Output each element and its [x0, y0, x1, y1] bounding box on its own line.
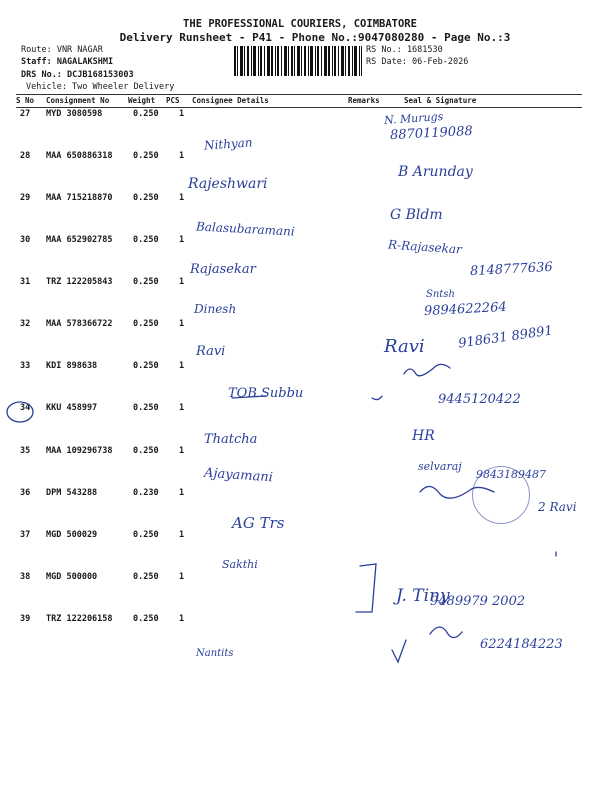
- row-consignment: MAA 652902785: [46, 235, 113, 245]
- signature-scribble: [430, 627, 462, 638]
- row-consignment: MGD 500029: [46, 530, 98, 540]
- row-consignment: TRZ 122205843: [46, 277, 113, 287]
- row-weight: 0.250: [133, 572, 159, 582]
- row-pcs: 1: [179, 151, 185, 161]
- row-sno: 39: [20, 614, 31, 624]
- row-pcs: 1: [179, 319, 185, 329]
- row-weight: 0.250: [133, 403, 159, 413]
- col-consignment: Consignment No: [46, 96, 110, 105]
- row-pcs: 1: [179, 446, 185, 456]
- col-seal-signature: Seal & Signature: [404, 96, 477, 105]
- row-weight: 0.250: [133, 614, 159, 624]
- row-sno: 32: [20, 319, 31, 329]
- row-sno: 30: [20, 235, 31, 245]
- handwritten-consignee: Balasubaramani: [195, 219, 295, 239]
- handwritten-signature: 2 Ravi: [538, 500, 577, 514]
- handwritten-phone: 9843189487: [476, 468, 546, 481]
- signature-scribble: [404, 364, 450, 375]
- handwritten-signature: selvaraj: [418, 460, 462, 473]
- handwritten-consignee: Thatcha: [204, 432, 258, 447]
- row-pcs: 1: [179, 530, 185, 540]
- tick-mark: [392, 640, 406, 662]
- col-remarks: Remarks: [348, 96, 380, 105]
- handwritten-signature: R-Rajasekar: [387, 237, 463, 257]
- row-consignment: DPM 543288: [46, 488, 98, 498]
- strike-mark: [232, 396, 266, 398]
- drs-number: DRS No.: DCJB168153003: [21, 70, 134, 80]
- row-sno: 33: [20, 361, 31, 371]
- col-consignee: Consignee Details: [192, 96, 269, 105]
- handwritten-consignee: Ravi: [196, 344, 226, 359]
- row-consignment: MAA 578366722: [46, 319, 113, 329]
- rs-number: RS No.: 1681530: [366, 45, 443, 55]
- handwritten-consignee: Rajasekar: [190, 262, 256, 277]
- row-consignment: MAA 109296738: [46, 446, 113, 456]
- col-sno: S No: [16, 96, 35, 105]
- row-sno: 38: [20, 572, 31, 582]
- dash-mark: [372, 396, 382, 400]
- row-consignment: MYD 3080598: [46, 109, 103, 119]
- handwritten-consignee: AG Trs: [232, 514, 285, 532]
- row-sno: 29: [20, 193, 31, 203]
- bracket-mark: [356, 564, 376, 612]
- handwritten-signature: B Arunday: [398, 164, 473, 180]
- row-pcs: 1: [179, 109, 185, 119]
- row-weight: 0.250: [133, 277, 159, 287]
- handwritten-phone: 9894622264: [423, 299, 508, 320]
- row-weight: 0.250: [133, 361, 159, 371]
- row-consignment: MAA 715218870: [46, 193, 113, 203]
- handwritten-signature: HR: [412, 428, 435, 444]
- handwritten-note: TOB Subbu: [228, 386, 304, 401]
- rs-date: RS Date: 06-Feb-2026: [366, 57, 469, 67]
- handwritten-consignee: Nithyan: [203, 135, 253, 153]
- handwritten-consignee: Sakthi: [222, 558, 258, 571]
- vehicle: Vehicle: Two Wheeler Delivery: [26, 82, 175, 92]
- row-sno: 28: [20, 151, 31, 161]
- handwritten-phone: 9489979 2002: [430, 594, 526, 609]
- row-pcs: 1: [179, 572, 185, 582]
- row-weight: 0.250: [133, 446, 159, 456]
- circle-mark: [7, 402, 33, 422]
- handwritten-phone: 8148777636: [469, 259, 554, 280]
- row-pcs: 1: [179, 193, 185, 203]
- row-weight: 0.250: [133, 235, 159, 245]
- handwritten-phone: 6224184223: [480, 637, 563, 652]
- runsheet-subtitle: Delivery Runsheet - P41 - Phone No.:9047080280 - Page No.:3: [119, 31, 511, 44]
- handwritten-signature: Sntsh: [426, 289, 455, 300]
- handwritten-consignee: Nantits: [196, 648, 234, 659]
- handwritten-phone: 9445120422: [438, 392, 521, 407]
- row-sno: 31: [20, 277, 31, 287]
- col-weight: Weight: [128, 96, 156, 105]
- row-sno: 37: [20, 530, 31, 540]
- row-weight: 0.250: [133, 319, 159, 329]
- row-pcs: 1: [179, 488, 185, 498]
- col-pcs: PCS: [166, 96, 180, 105]
- signature-scribble: [420, 486, 494, 498]
- row-consignment: TRZ 122206158: [46, 614, 113, 624]
- handwritten-signature: J. Tiny: [396, 586, 450, 606]
- row-pcs: 1: [179, 235, 185, 245]
- company-title: THE PROFESSIONAL COURIERS, COIMBATORE: [183, 18, 417, 30]
- row-sno: 27: [20, 109, 31, 119]
- row-weight: 0.250: [133, 109, 159, 119]
- route: Route: VNR NAGAR: [21, 45, 103, 55]
- row-weight: 0.250: [133, 151, 159, 161]
- handwritten-consignee: Dinesh: [194, 302, 237, 316]
- row-consignment: MGD 500000: [46, 572, 98, 582]
- handwritten-signature: N. Murugs: [383, 109, 444, 128]
- staff: Staff: NAGALAKSHMI: [21, 57, 114, 67]
- handwritten-signature: Ravi: [384, 336, 425, 357]
- row-weight: 0.230: [133, 488, 159, 498]
- row-pcs: 1: [179, 614, 185, 624]
- handwritten-consignee: Ajayamani: [203, 465, 274, 486]
- row-weight: 0.250: [133, 193, 159, 203]
- row-weight: 0.250: [133, 530, 159, 540]
- row-consignment: MAA 650886318: [46, 151, 113, 161]
- row-sno: 35: [20, 446, 31, 456]
- row-consignment: KKU 458997: [46, 403, 98, 413]
- row-pcs: 1: [179, 361, 185, 371]
- handwritten-phone: 918631 89891: [457, 323, 554, 352]
- handwritten-consignee: Rajeshwari: [188, 176, 268, 192]
- row-consignment: KDI 898638: [46, 361, 98, 371]
- handwritten-phone: 8870119088: [389, 123, 474, 144]
- row-sno: 34: [20, 403, 31, 413]
- row-pcs: 1: [179, 277, 185, 287]
- row-sno: 36: [20, 488, 31, 498]
- row-pcs: 1: [179, 403, 185, 413]
- handwritten-signature: G Bldm: [390, 207, 443, 223]
